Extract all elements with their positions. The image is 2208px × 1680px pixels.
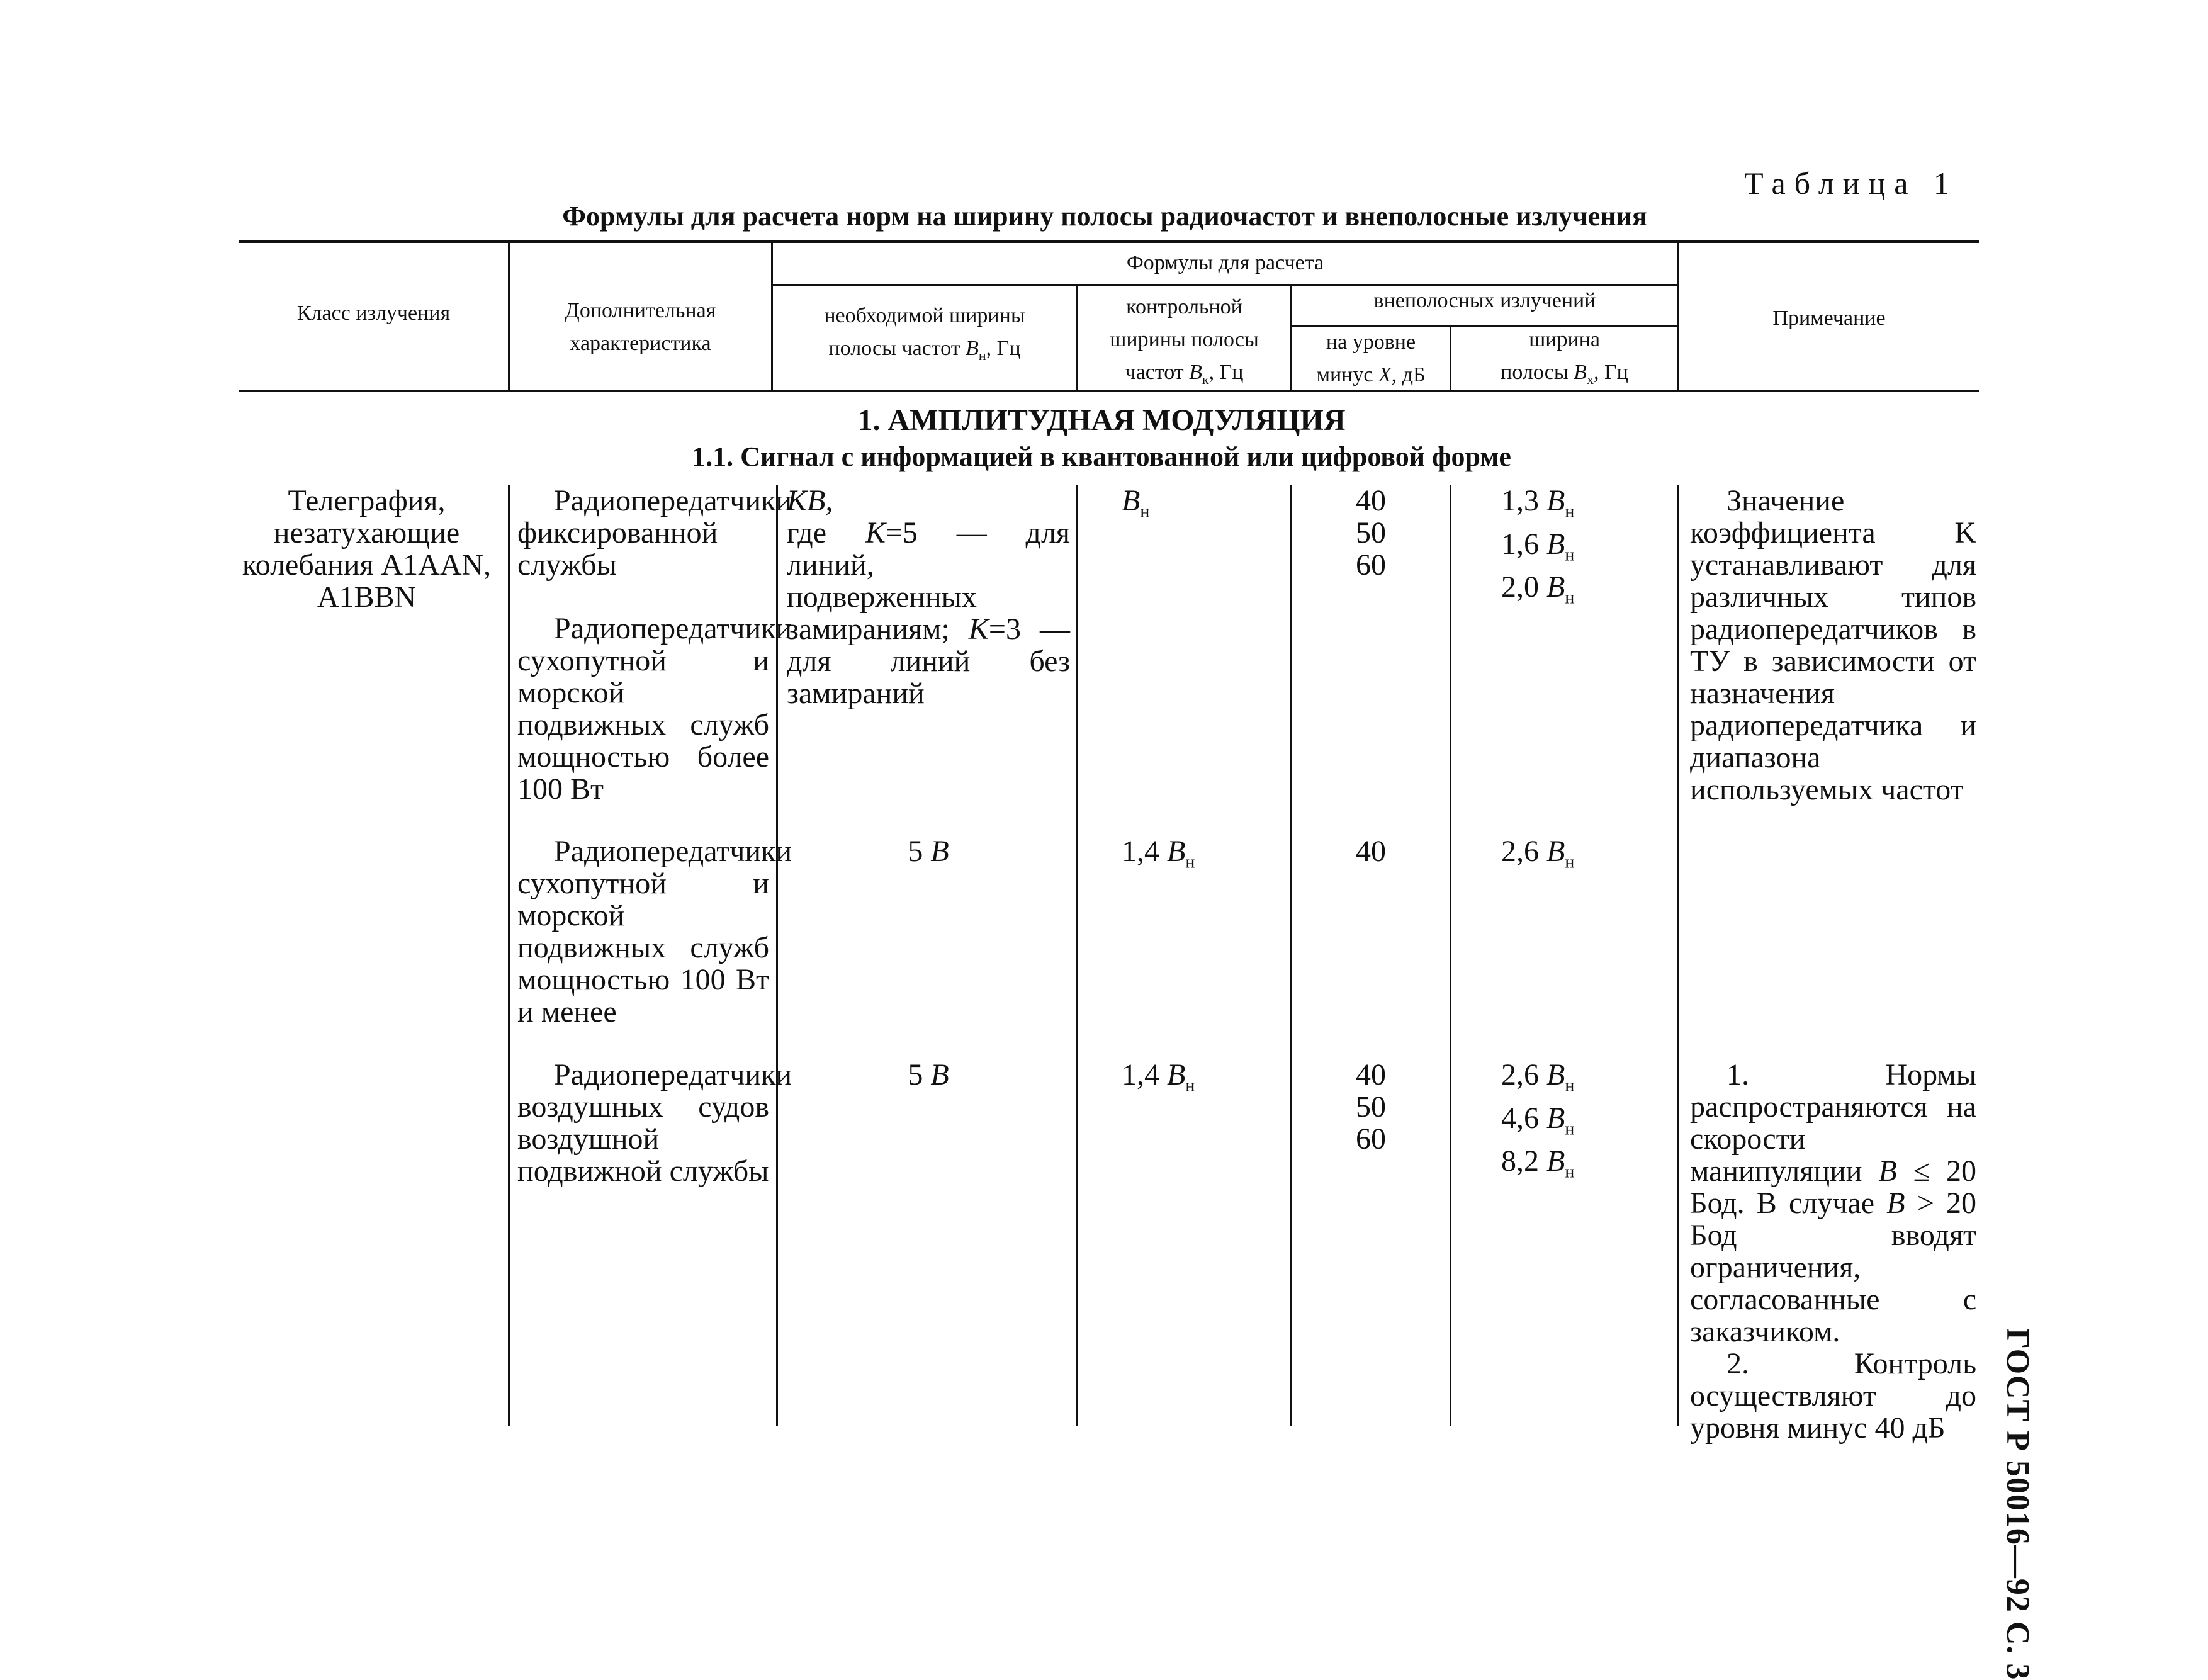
header-formulas-group: Формулы для расчета: [1126, 251, 1324, 274]
additional-land-sea-100w-less: Радиопередатчики сухопутной и морской подвижных служб мощностью 100 Вт и менее: [517, 835, 792, 1029]
levels-row3: 40 50 60: [1356, 1058, 1386, 1156]
table-title: Формулы для расчета норм на ширину полосы радиочастот и внеполосные излучения: [562, 201, 1647, 232]
formula-necessary-kb: KB, где K=5 — для линий, подверженных замираниям; K=3 — для линий без замираний: [787, 484, 1070, 710]
header-control-width: контрольной ширины полосы частот $B_к$, Гц: [1110, 295, 1259, 387]
level-row2: 40: [1356, 835, 1386, 868]
formula-necessary-row3: 5 B: [908, 1058, 949, 1091]
control-width-2: 1,4 $B_н$: [1122, 835, 1195, 872]
body-divider: [1076, 485, 1078, 1426]
body-divider: [1290, 485, 1292, 1426]
body-divider: [1450, 485, 1451, 1426]
control-width-3: 1,4 $B_н$: [1122, 1058, 1195, 1096]
additional-fixed-service: Радиопередатчики фиксированной службы: [517, 484, 792, 582]
control-width-1: $B_н$: [1122, 484, 1150, 522]
section-heading: 1. АМПЛИТУДНАЯ МОДУЛЯЦИЯ: [857, 403, 1346, 437]
header-outofband-group: внеполосных излучений: [1373, 289, 1596, 312]
body-divider: [508, 485, 510, 1426]
top-rule: [239, 240, 1979, 243]
levels-row1: 40 50 60: [1356, 484, 1386, 582]
header-necessary-width: необходимой ширины полосы частот $B_н$, Гц: [824, 304, 1025, 363]
emission-class: Телеграфия, незатухающие колебания A1AAN, A1BBN: [242, 484, 492, 614]
widths-row1: 1,3 $B_н$ 1,6 $B_н$ 2,0 $B_н$: [1501, 484, 1575, 608]
header-additional: Дополнительная характеристика: [565, 299, 716, 355]
body-divider: [1677, 485, 1679, 1426]
header-out-width: ширина полосы $B_x$, Гц: [1501, 328, 1628, 387]
formula-necessary-row2: 5 B: [908, 835, 949, 868]
table-label: Таблица 1: [1744, 166, 1958, 201]
width-row2: 2,6 $B_н$: [1501, 835, 1575, 872]
header-class: Класс излучения: [296, 302, 451, 325]
widths-row3: 2,6 $B_н$ 4,6 $B_н$ 8,2 $B_н$: [1501, 1058, 1575, 1182]
additional-land-sea-over-100w: Радиопередатчики сухопутной и морской подвижных служб мощностью более 100 Вт: [517, 612, 792, 806]
additional-aircraft: Радиопередатчики воздушных судов воздушной подвижной службы: [517, 1058, 792, 1188]
header-level: на уровне минус X, дБ: [1316, 330, 1426, 386]
header-note: Примечание: [1772, 307, 1886, 330]
page-side-header: ГОСТ Р 50016—92 С. 3: [2000, 1328, 2036, 1680]
note-row3: 1. Нормы распространяются на скорости манипуляции B ≤ 20 Бод. В случае B > 20 Бод вводят ограничения, согласованные с заказчиком. 2. Контроль осуществляют до уровня минус 40 дБ: [1690, 1058, 1977, 1445]
note-row1: Значение коэффициента K устанавливают для различных типов радиопередатчиков в ТУ в зависимости от назначения радиопередатчика и диапазона используемых частот: [1690, 484, 1976, 806]
subsection-heading: 1.1. Сигнал с информацией в квантованной или цифровой форме: [692, 441, 1511, 472]
